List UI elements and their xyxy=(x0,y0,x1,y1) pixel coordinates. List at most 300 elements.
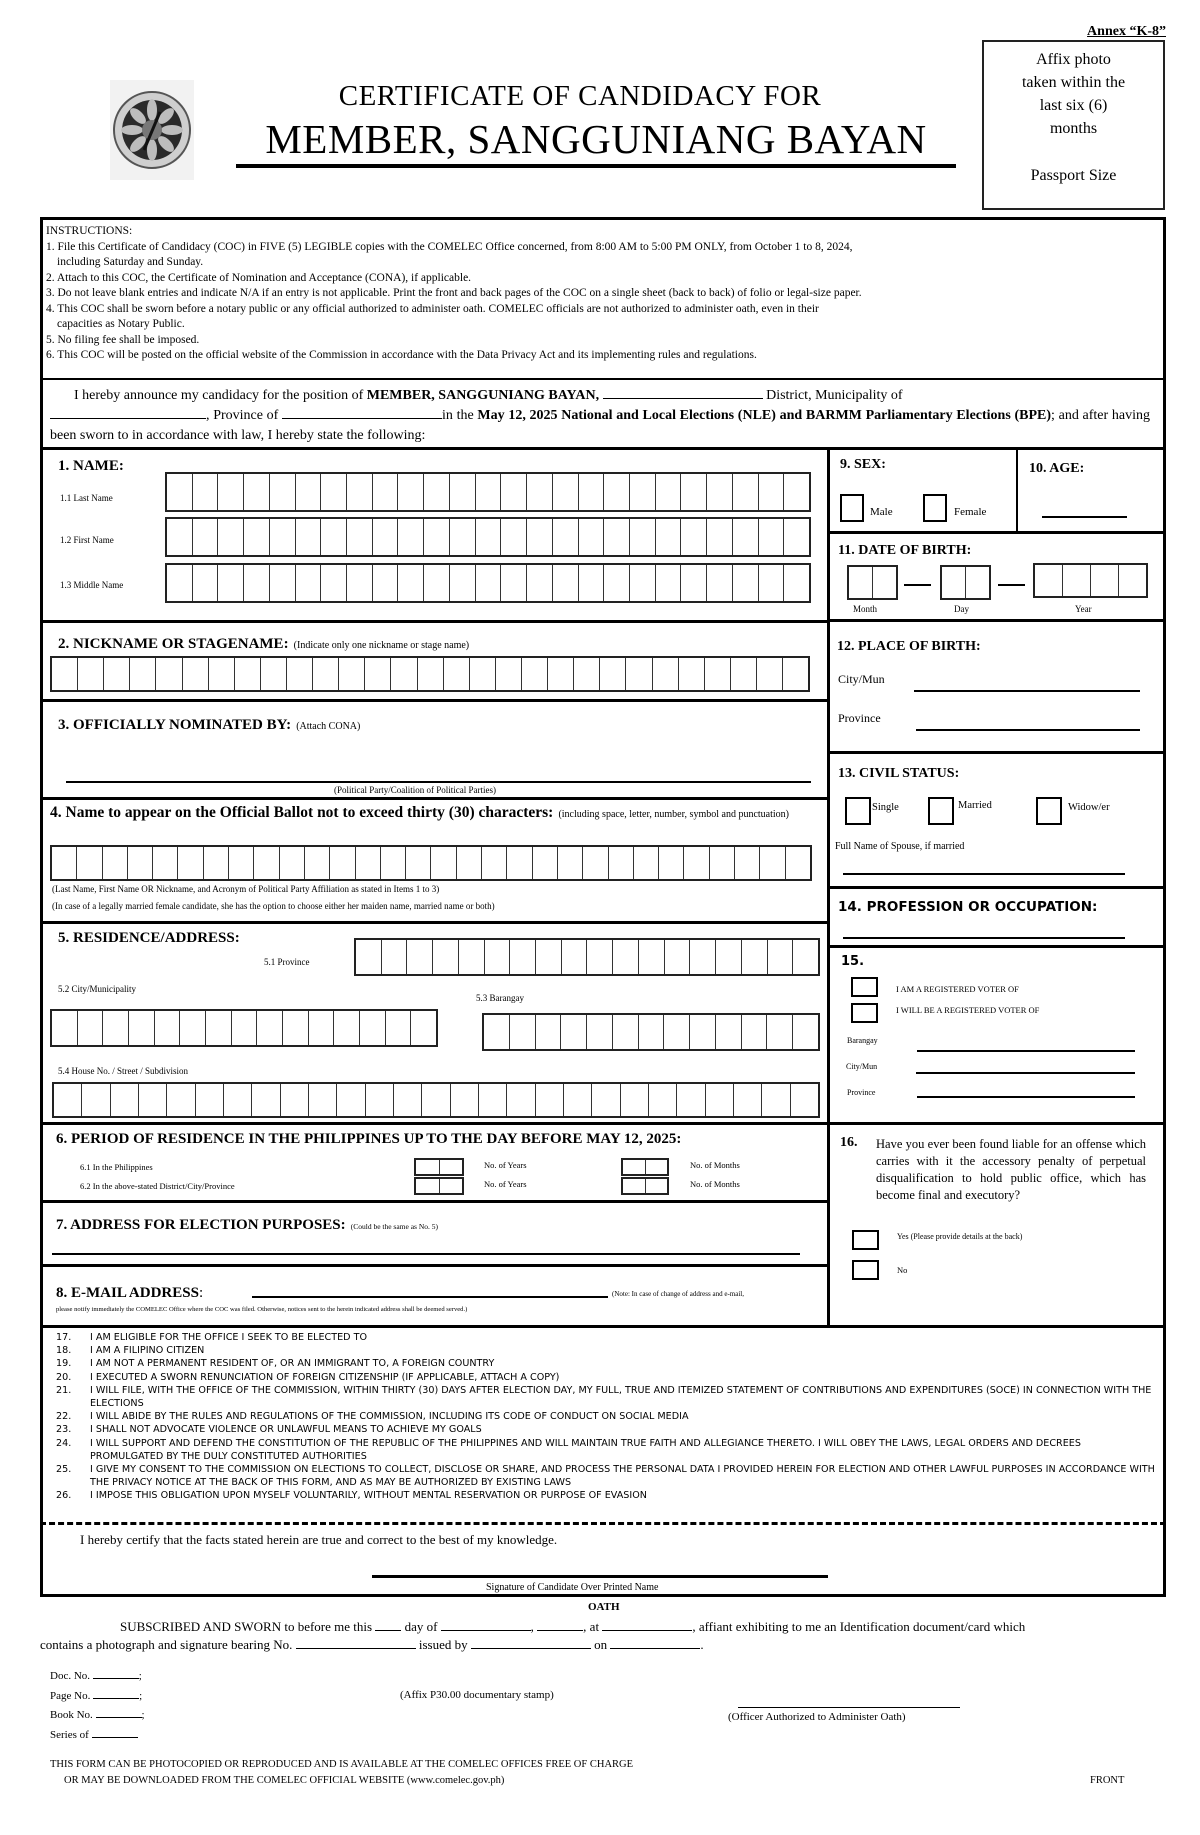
province-field[interactable] xyxy=(282,406,442,419)
character-box[interactable] xyxy=(587,940,613,974)
character-box[interactable] xyxy=(579,474,605,510)
email-note-2: please notify immediately the COMELEC Office where the COC was filed. Otherwise, notices sent to the herein indicated address shall be deemed served.) xyxy=(56,1306,468,1313)
character-box[interactable] xyxy=(156,658,182,690)
character-box[interactable] xyxy=(356,847,381,879)
character-box[interactable] xyxy=(337,1084,365,1116)
character-box[interactable] xyxy=(553,474,579,510)
divider xyxy=(40,1200,827,1203)
character-box[interactable] xyxy=(527,565,553,601)
character-box[interactable] xyxy=(783,658,808,690)
character-box[interactable] xyxy=(155,1011,181,1045)
character-box[interactable] xyxy=(365,658,391,690)
nickname-input[interactable] xyxy=(50,656,810,692)
character-box[interactable] xyxy=(681,565,707,601)
oath-day-field[interactable] xyxy=(375,1618,401,1631)
character-box[interactable] xyxy=(656,474,682,510)
political-party-field[interactable] xyxy=(66,781,811,783)
character-box[interactable] xyxy=(760,847,785,879)
character-box[interactable] xyxy=(604,565,630,601)
character-box[interactable] xyxy=(356,940,382,974)
character-box[interactable] xyxy=(193,565,219,601)
character-box[interactable] xyxy=(564,1084,592,1116)
liability-no-checkbox[interactable] xyxy=(852,1260,879,1280)
character-box[interactable] xyxy=(479,1084,507,1116)
character-box[interactable] xyxy=(684,847,709,879)
character-box[interactable] xyxy=(558,847,583,879)
character-box[interactable] xyxy=(639,940,665,974)
character-box[interactable] xyxy=(103,847,128,879)
last-name-input[interactable] xyxy=(165,472,811,512)
character-box[interactable] xyxy=(621,1084,649,1116)
character-box[interactable] xyxy=(527,519,553,555)
character-box[interactable] xyxy=(470,658,496,690)
ballot-name-title: 4. Name to appear on the Official Ballot not to exceed thirty (30) characters: xyxy=(50,804,554,821)
voter-city-label: City/Mun xyxy=(846,1062,878,1071)
civil-married-checkbox[interactable] xyxy=(928,797,954,825)
character-box[interactable] xyxy=(690,1015,716,1049)
character-box[interactable] xyxy=(527,474,553,510)
id-number-field[interactable] xyxy=(296,1636,416,1649)
character-box[interactable] xyxy=(204,847,229,879)
character-box[interactable] xyxy=(244,474,270,510)
character-box[interactable] xyxy=(406,847,431,879)
character-box[interactable] xyxy=(218,474,244,510)
declaration-item: 21. I WILL FILE, WITH THE OFFICE OF THE COMMISSION, WITHIN THIRTY (30) DAYS AFTER ELECTION DAY, MY FULL, TRUE AND ITEMIZED STATEMENT OF CONTRIBUTIONS AND EXPENDITURES (SOCE) IN CONNECTION WITH THE ELECTIONS xyxy=(56,1384,1152,1410)
character-box[interactable] xyxy=(1063,565,1091,596)
character-box[interactable] xyxy=(707,519,733,555)
id-issue-date-field[interactable] xyxy=(610,1636,700,1649)
character-box[interactable] xyxy=(416,1179,440,1193)
character-box[interactable] xyxy=(665,940,691,974)
character-box[interactable] xyxy=(604,474,630,510)
character-box[interactable] xyxy=(347,519,373,555)
character-box[interactable] xyxy=(791,1084,818,1116)
character-box[interactable] xyxy=(232,1011,258,1045)
character-box[interactable] xyxy=(733,474,759,510)
residence-city-input[interactable] xyxy=(50,1009,438,1047)
character-box[interactable] xyxy=(313,658,339,690)
sex-female-checkbox[interactable] xyxy=(923,494,947,522)
character-box[interactable] xyxy=(218,519,244,555)
email-field[interactable] xyxy=(252,1296,608,1298)
character-box[interactable] xyxy=(180,1011,206,1045)
character-box[interactable] xyxy=(664,1015,690,1049)
residence-barangay-input[interactable] xyxy=(482,1013,820,1051)
character-box[interactable] xyxy=(444,658,470,690)
character-box[interactable] xyxy=(167,519,193,555)
character-box[interactable] xyxy=(757,658,783,690)
character-box[interactable] xyxy=(484,1015,510,1049)
character-box[interactable] xyxy=(52,658,78,690)
sex-male-checkbox[interactable] xyxy=(840,494,864,522)
character-box[interactable] xyxy=(229,847,254,879)
character-box[interactable] xyxy=(347,565,373,601)
character-box[interactable] xyxy=(634,847,659,879)
character-box[interactable] xyxy=(130,658,156,690)
character-box[interactable] xyxy=(735,847,760,879)
character-box[interactable] xyxy=(681,519,707,555)
character-box[interactable] xyxy=(450,474,476,510)
character-box[interactable] xyxy=(193,519,219,555)
character-box[interactable] xyxy=(681,474,707,510)
character-box[interactable] xyxy=(496,658,522,690)
character-box[interactable] xyxy=(360,1011,386,1045)
character-box[interactable] xyxy=(485,940,511,974)
character-box[interactable] xyxy=(690,940,716,974)
character-box[interactable] xyxy=(966,567,989,598)
character-box[interactable] xyxy=(52,847,77,879)
character-box[interactable] xyxy=(280,847,305,879)
character-box[interactable] xyxy=(583,847,608,879)
character-box[interactable] xyxy=(762,1084,790,1116)
character-box[interactable] xyxy=(244,565,270,601)
character-box[interactable] xyxy=(784,565,809,601)
age-field[interactable] xyxy=(1042,516,1127,518)
character-box[interactable] xyxy=(579,565,605,601)
character-box[interactable] xyxy=(129,1011,155,1045)
character-box[interactable] xyxy=(733,519,759,555)
character-box[interactable] xyxy=(373,474,399,510)
character-box[interactable] xyxy=(873,567,896,598)
middle-name-input[interactable] xyxy=(165,563,811,603)
character-box[interactable] xyxy=(235,658,261,690)
character-box[interactable] xyxy=(78,1011,104,1045)
character-box[interactable] xyxy=(759,519,785,555)
character-box[interactable] xyxy=(548,658,574,690)
character-box[interactable] xyxy=(759,474,785,510)
character-box[interactable] xyxy=(334,1011,360,1045)
character-box[interactable] xyxy=(82,1084,110,1116)
district-months-input[interactable] xyxy=(621,1177,669,1195)
character-box[interactable] xyxy=(411,1011,436,1045)
character-box[interactable] xyxy=(659,847,684,879)
character-box[interactable] xyxy=(510,1015,536,1049)
character-box[interactable] xyxy=(476,519,502,555)
pob-city-label: City/Mun xyxy=(838,672,885,686)
pob-city-field[interactable] xyxy=(914,690,1140,692)
candidate-signature-field[interactable] xyxy=(372,1575,828,1578)
character-box[interactable] xyxy=(78,658,104,690)
character-box[interactable] xyxy=(193,474,219,510)
character-box[interactable] xyxy=(77,847,102,879)
character-box[interactable] xyxy=(330,847,355,879)
character-box[interactable] xyxy=(104,658,130,690)
character-box[interactable] xyxy=(656,565,682,601)
district-field[interactable] xyxy=(603,386,763,399)
character-box[interactable] xyxy=(786,847,810,879)
character-box[interactable] xyxy=(321,519,347,555)
will-register-label: I WILL BE A REGISTERED VOTER OF xyxy=(896,1005,1040,1015)
election-address-section xyxy=(56,1214,438,1234)
character-box[interactable] xyxy=(630,519,656,555)
character-box[interactable] xyxy=(501,519,527,555)
character-box[interactable] xyxy=(630,565,656,601)
character-box[interactable] xyxy=(287,658,313,690)
voter-province-field[interactable] xyxy=(917,1096,1135,1098)
character-box[interactable] xyxy=(609,847,634,879)
character-box[interactable] xyxy=(716,1015,742,1049)
character-box[interactable] xyxy=(705,658,731,690)
instruction-item: 1. File this Certificate of Candidacy (COC) in FIVE (5) LEGIBLE copies with the COMELEC Office concerned, from 8:00 AM to 5:00 PM ONLY, from October 1 to 8, 2024, xyxy=(46,240,853,253)
character-box[interactable] xyxy=(630,474,656,510)
nominated-note: (Attach CONA) xyxy=(296,721,361,732)
character-box[interactable] xyxy=(54,1084,82,1116)
character-box[interactable] xyxy=(366,1084,394,1116)
divider xyxy=(830,1122,1166,1125)
character-box[interactable] xyxy=(257,1011,283,1045)
character-box[interactable] xyxy=(183,658,209,690)
character-box[interactable] xyxy=(416,1160,440,1174)
character-box[interactable] xyxy=(639,1015,665,1049)
character-box[interactable] xyxy=(433,940,459,974)
character-box[interactable] xyxy=(398,474,424,510)
civil-single-checkbox[interactable] xyxy=(845,797,871,825)
character-box[interactable] xyxy=(218,565,244,601)
ballot-name-caption-1: (Last Name, First Name OR Nickname, and Acronym of Political Party Affiliation as stated in Items 1 to 3) xyxy=(52,884,440,894)
page-no-field[interactable] xyxy=(93,1686,139,1699)
instruction-item: including Saturday and Sunday. xyxy=(57,256,204,268)
character-box[interactable] xyxy=(553,565,579,601)
character-box[interactable] xyxy=(734,1084,762,1116)
character-box[interactable] xyxy=(677,1084,705,1116)
character-box[interactable] xyxy=(254,847,279,879)
character-box[interactable] xyxy=(270,519,296,555)
character-box[interactable] xyxy=(710,847,735,879)
officer-signature-field[interactable] xyxy=(738,1707,960,1708)
character-box[interactable] xyxy=(424,519,450,555)
character-box[interactable] xyxy=(613,1015,639,1049)
character-box[interactable] xyxy=(321,565,347,601)
municipality-field[interactable] xyxy=(50,406,206,419)
ph-months-input[interactable] xyxy=(621,1158,669,1176)
character-box[interactable] xyxy=(167,474,193,510)
series-field[interactable] xyxy=(92,1725,138,1738)
ph-years-input[interactable] xyxy=(414,1158,464,1176)
character-box[interactable] xyxy=(206,1011,232,1045)
election-address-title: 7. ADDRESS FOR ELECTION PURPOSES: xyxy=(56,1217,346,1233)
character-box[interactable] xyxy=(270,474,296,510)
character-box[interactable] xyxy=(281,1084,309,1116)
character-box[interactable] xyxy=(373,565,399,601)
dob-year-input[interactable] xyxy=(1033,563,1148,598)
character-box[interactable] xyxy=(244,519,270,555)
profession-field[interactable] xyxy=(843,937,1125,939)
character-box[interactable] xyxy=(178,847,203,879)
character-box[interactable] xyxy=(440,1160,463,1174)
dob-month-input[interactable] xyxy=(847,565,898,600)
character-box[interactable] xyxy=(261,658,287,690)
character-box[interactable] xyxy=(768,940,794,974)
character-box[interactable] xyxy=(706,1084,734,1116)
registered-voter-checkbox[interactable] xyxy=(851,977,878,997)
character-box[interactable] xyxy=(339,658,365,690)
first-name-input[interactable] xyxy=(165,517,811,557)
election-text: May 12, 2025 National and Local Elections (NLE) and BARMM Parliamentary Elections (BPE) xyxy=(477,408,1052,423)
character-box[interactable] xyxy=(391,658,417,690)
house-label: 5.4 House No. / Street / Subdivision xyxy=(58,1066,188,1076)
character-box[interactable] xyxy=(321,474,347,510)
photo-placeholder[interactable] xyxy=(982,40,1165,210)
character-box[interactable] xyxy=(649,1084,677,1116)
character-box[interactable] xyxy=(716,940,742,974)
character-box[interactable] xyxy=(679,658,705,690)
character-box[interactable] xyxy=(418,658,444,690)
liability-yes-checkbox[interactable] xyxy=(852,1230,879,1250)
character-box[interactable] xyxy=(592,1084,620,1116)
character-box[interactable] xyxy=(153,847,178,879)
character-box[interactable] xyxy=(111,1084,139,1116)
character-box[interactable] xyxy=(139,1084,167,1116)
oath-year-field[interactable] xyxy=(537,1618,583,1631)
character-box[interactable] xyxy=(196,1084,224,1116)
character-box[interactable] xyxy=(600,658,626,690)
character-box[interactable] xyxy=(1091,565,1119,596)
character-box[interactable] xyxy=(536,1015,562,1049)
character-box[interactable] xyxy=(476,474,502,510)
residence-province-input[interactable] xyxy=(354,938,820,976)
ballot-name-input[interactable] xyxy=(50,845,812,881)
dob-day-input[interactable] xyxy=(940,565,991,600)
character-box[interactable] xyxy=(482,847,507,879)
character-box[interactable] xyxy=(533,847,558,879)
character-box[interactable] xyxy=(507,1084,535,1116)
character-box[interactable] xyxy=(431,847,456,879)
character-box[interactable] xyxy=(309,1084,337,1116)
character-box[interactable] xyxy=(613,940,639,974)
character-box[interactable] xyxy=(424,565,450,601)
character-box[interactable] xyxy=(309,1011,335,1045)
character-box[interactable] xyxy=(849,567,873,598)
character-box[interactable] xyxy=(742,940,768,974)
character-box[interactable] xyxy=(561,1015,587,1049)
character-box[interactable] xyxy=(407,940,433,974)
character-box[interactable] xyxy=(424,474,450,510)
period-title: 6. PERIOD OF RESIDENCE IN THE PHILIPPINES UP TO THE DAY BEFORE MAY 12, 2025: xyxy=(56,1131,682,1147)
voter-city-field[interactable] xyxy=(916,1072,1135,1074)
character-box[interactable] xyxy=(501,565,527,601)
character-box[interactable] xyxy=(707,565,733,601)
spouse-name-field[interactable] xyxy=(843,873,1125,875)
pob-province-field[interactable] xyxy=(916,729,1140,731)
voter-barangay-field[interactable] xyxy=(917,1050,1135,1052)
character-box[interactable] xyxy=(103,1011,129,1045)
character-box[interactable] xyxy=(386,1011,412,1045)
character-box[interactable] xyxy=(296,519,322,555)
character-box[interactable] xyxy=(167,1084,195,1116)
character-box[interactable] xyxy=(296,565,322,601)
character-box[interactable] xyxy=(501,474,527,510)
character-box[interactable] xyxy=(450,565,476,601)
character-box[interactable] xyxy=(422,1084,450,1116)
character-box[interactable] xyxy=(742,1015,768,1049)
character-box[interactable] xyxy=(398,519,424,555)
election-address-field[interactable] xyxy=(52,1253,800,1255)
character-box[interactable] xyxy=(373,519,399,555)
character-box[interactable] xyxy=(656,519,682,555)
character-box[interactable] xyxy=(510,940,536,974)
character-box[interactable] xyxy=(942,567,966,598)
character-box[interactable] xyxy=(707,474,733,510)
character-box[interactable] xyxy=(759,565,785,601)
character-box[interactable] xyxy=(522,658,548,690)
character-box[interactable] xyxy=(733,565,759,601)
character-box[interactable] xyxy=(562,940,588,974)
character-box[interactable] xyxy=(476,565,502,601)
character-box[interactable] xyxy=(604,519,630,555)
character-box[interactable] xyxy=(793,940,818,974)
character-box[interactable] xyxy=(623,1160,646,1174)
character-box[interactable] xyxy=(731,658,757,690)
character-box[interactable] xyxy=(507,847,532,879)
dob-day-label: Day xyxy=(954,604,969,614)
middle-name-label: 1.3 Middle Name xyxy=(60,580,124,590)
character-box[interactable] xyxy=(305,847,330,879)
character-box[interactable] xyxy=(52,1011,78,1045)
character-box[interactable] xyxy=(394,1084,422,1116)
oath-month-field[interactable] xyxy=(441,1618,531,1631)
oath-place-field[interactable] xyxy=(602,1618,692,1631)
character-box[interactable] xyxy=(1035,565,1063,596)
character-box[interactable] xyxy=(587,1015,613,1049)
character-box[interactable] xyxy=(382,940,408,974)
declaration-item: 17. I AM ELIGIBLE FOR THE OFFICE I SEEK TO BE ELECTED TO xyxy=(56,1332,368,1343)
character-box[interactable] xyxy=(784,519,809,555)
character-box[interactable] xyxy=(252,1084,280,1116)
character-box[interactable] xyxy=(784,474,809,510)
character-box[interactable] xyxy=(536,1084,564,1116)
character-box[interactable] xyxy=(283,1011,309,1045)
character-box[interactable] xyxy=(553,519,579,555)
character-box[interactable] xyxy=(793,1015,818,1049)
character-box[interactable] xyxy=(398,565,424,601)
character-box[interactable] xyxy=(296,474,322,510)
years-label: No. of Years xyxy=(484,1160,527,1170)
character-box[interactable] xyxy=(440,1179,463,1193)
character-box[interactable] xyxy=(574,658,600,690)
book-no-field[interactable] xyxy=(96,1705,142,1718)
character-box[interactable] xyxy=(646,1160,668,1174)
character-box[interactable] xyxy=(459,940,485,974)
residence-house-input[interactable] xyxy=(52,1082,820,1118)
character-box[interactable] xyxy=(450,519,476,555)
province-label: 5.1 Province xyxy=(264,957,310,967)
civil-widow-checkbox[interactable] xyxy=(1036,797,1062,825)
character-box[interactable] xyxy=(381,847,406,879)
character-box[interactable] xyxy=(209,658,235,690)
character-box[interactable] xyxy=(623,1179,646,1193)
character-box[interactable] xyxy=(626,658,652,690)
will-register-checkbox[interactable] xyxy=(851,1003,878,1023)
character-box[interactable] xyxy=(167,565,193,601)
doc-no-field[interactable] xyxy=(93,1666,139,1679)
character-box[interactable] xyxy=(224,1084,252,1116)
district-years-input[interactable] xyxy=(414,1177,464,1195)
declaration-item: 18. I AM A FILIPINO CITIZEN xyxy=(56,1345,205,1357)
character-box[interactable] xyxy=(457,847,482,879)
character-box[interactable] xyxy=(1119,565,1146,596)
id-issuer-field[interactable] xyxy=(471,1636,591,1649)
character-box[interactable] xyxy=(128,847,153,879)
character-box[interactable] xyxy=(579,519,605,555)
character-box[interactable] xyxy=(653,658,679,690)
character-box[interactable] xyxy=(347,474,373,510)
character-box[interactable] xyxy=(646,1179,668,1193)
dob-separator xyxy=(904,584,931,586)
character-box[interactable] xyxy=(270,565,296,601)
character-box[interactable] xyxy=(536,940,562,974)
character-box[interactable] xyxy=(451,1084,479,1116)
character-box[interactable] xyxy=(767,1015,793,1049)
